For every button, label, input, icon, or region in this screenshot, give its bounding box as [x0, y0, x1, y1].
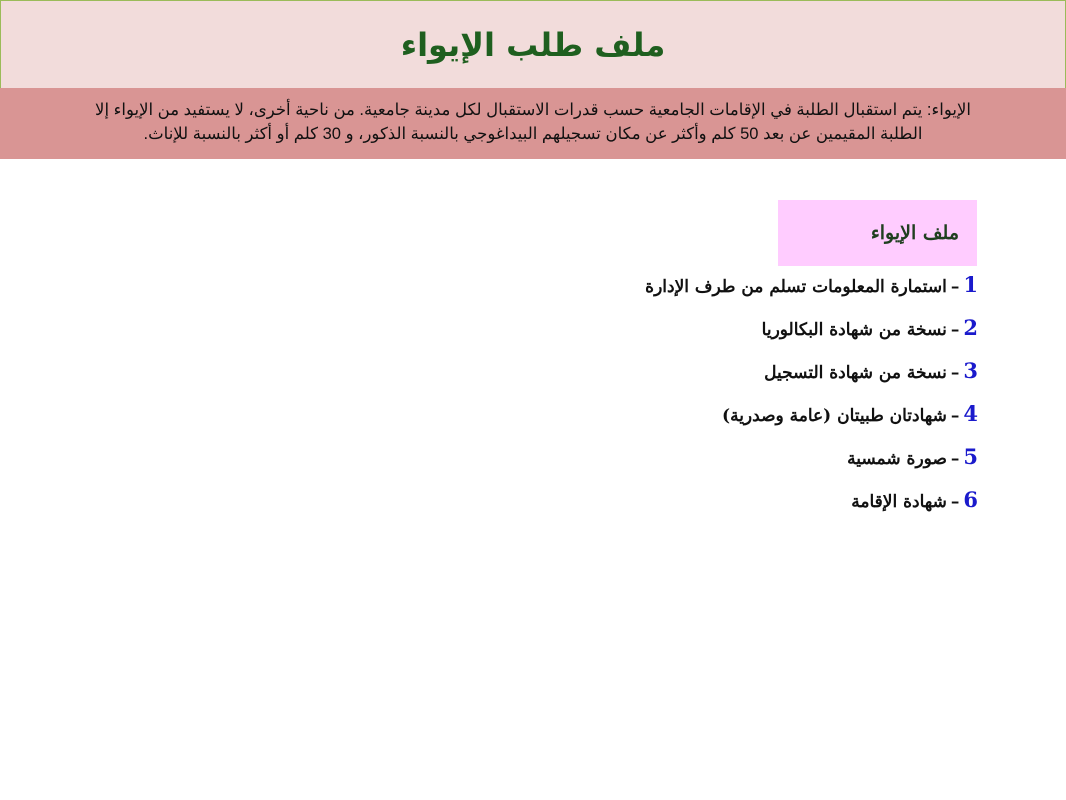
- info-line-1: الإيواء: يتم استقبال الطلبة في الإقامات الجامعية حسب قدرات الاستقبال لكل مدينة جامعية. من ناحية أخرى، لا يستفيد من الإيواء إلا: [95, 101, 971, 119]
- list-item: [645, 397, 978, 440]
- item-number: 5: [963, 444, 978, 469]
- item-text: نسخة من شهادة التسجيل: [764, 363, 947, 383]
- item-dash: –: [950, 277, 960, 297]
- section-heading-box: [778, 200, 977, 266]
- item-text: شهادة الإقامة: [851, 492, 947, 512]
- item-dash: –: [950, 492, 960, 512]
- list-item: [645, 483, 978, 526]
- list-item: [645, 440, 978, 483]
- item-number: 2: [963, 315, 978, 340]
- item-text: شهادتان طبيتان (عامة وصدرية): [722, 406, 947, 426]
- item-dash: –: [950, 406, 960, 426]
- info-banner: [0, 88, 1066, 159]
- item-text: صورة شمسية: [847, 449, 947, 469]
- item-number: 6: [963, 487, 978, 512]
- item-number: 3: [963, 358, 978, 383]
- item-text: استمارة المعلومات تسلم من طرف الإدارة: [645, 277, 947, 297]
- item-number: 4: [963, 401, 978, 426]
- section-heading: ملف الإيواء: [870, 222, 959, 244]
- document-list: [645, 268, 978, 526]
- item-dash: –: [950, 363, 960, 383]
- list-item: [645, 268, 978, 311]
- info-line-2: الطلبة المقيمين عن بعد 50 كلم وأكثر عن مكان تسجيلهم البيداغوجي بالنسبة الذكور، و 30 كلم أو أكثر بالنسبة للإناث.: [143, 125, 923, 143]
- list-item: [645, 354, 978, 397]
- item-dash: –: [950, 320, 960, 340]
- item-dash: –: [950, 449, 960, 469]
- item-number: 1: [963, 272, 978, 297]
- list-item: [645, 311, 978, 354]
- page-title: ملف طلب الإيواء: [400, 26, 666, 64]
- title-banner: [0, 0, 1066, 89]
- item-text: نسخة من شهادة البكالوريا: [761, 320, 947, 340]
